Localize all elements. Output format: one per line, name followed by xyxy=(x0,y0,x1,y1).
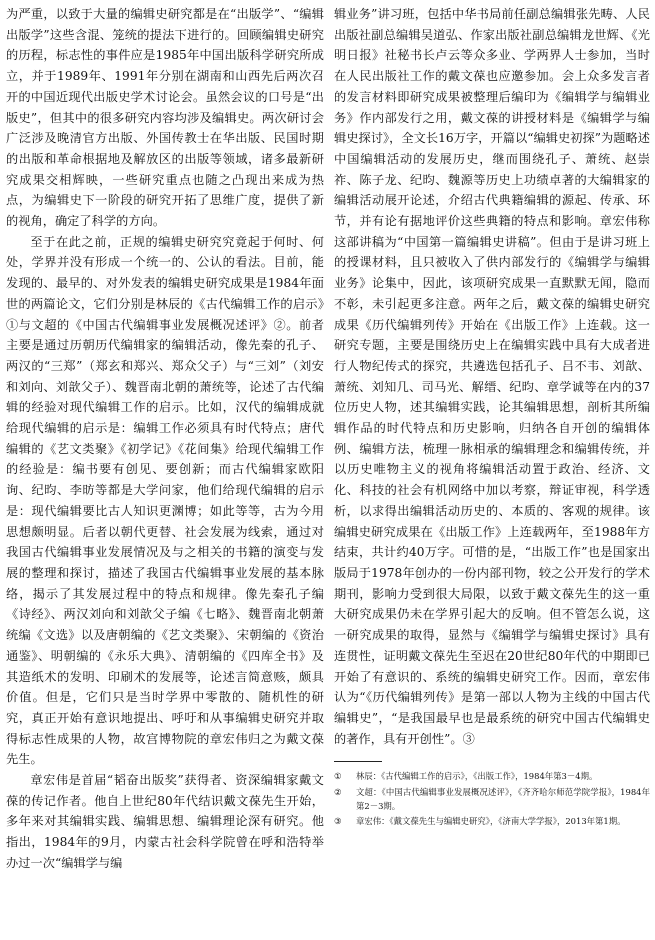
footnote-3 xyxy=(334,815,650,829)
footnote-marker: ③ xyxy=(334,816,342,827)
right-column xyxy=(334,4,650,831)
footnote-text: 文超：《中国古代编辑事业发展概况述评》，《齐齐哈尔师范学院学报》，1984年第2－3期。 xyxy=(356,786,650,811)
left-paragraph-1: 为严重，以致于大量的编辑史研究都是在“出版学”、“编辑出版学”这些含混、笼统的提法下进行的。回顾编辑史研究的历程，标志性的事件应是1985年中国出版科学研究所成立，并于1989年、1991年分别在湖南和山西先后两次召开的中国近现代出版史学术讨论会。虽然会议的口号是“出版史”，但其中的很多研究内容均涉及编辑史。两次研讨会广泛涉及晚清官方出版、外国传教士在华出版、民国时期的出版和革命根据地及解放区的出版等领域，诸多最新研究成果交相辉映，一些研究重点也随之凸现出来成为热点，为编辑史下一阶段的研究开拓了思维广度，提供了新的视角，确定了科学的方向。 xyxy=(6,7,324,229)
footnote-divider xyxy=(334,761,382,762)
footnote-text: 章宏伟：《戴文葆先生与编辑史研究》，《济南大学学报》，2013年第1期。 xyxy=(356,816,626,827)
footnote-2 xyxy=(334,786,650,813)
right-paragraph-1: 辑业务”讲习班，包括中华书局前任副总编辑张先畴、人民出版社副总编辑吴道弘、作家出版社副总编辑龙世辉、《光明日报》社秘书长卢云等众多业、学两界人士参加，当时在人民出版社工作的戴文葆也应邀参加。会上众多发言者的发言材料即研究成果被整理后编印为《编辑学与编辑业务》作内部发行之用，戴文葆的讲授材料是《编辑学与编辑史探讨》，全文长16万字，开篇以“编辑史初探”为题略述中国编辑活动的发展历史，继而围绕孔子、萧统、赵崇祚、陈子龙、纪昀、魏源等历史上功绩卓著的大编辑家的编辑活动展开论述，介绍古代典籍编辑的源起、传承、环节，并有论有据地评价这些典籍的特点和影响。章宏伟称这部讲稿为“中国第一篇编辑史讲稿”。但由于是讲习班上的授课材料，且只被收入了供内部发行的《编辑学与编辑业务》论集中，因此，该项研究成果一直默默无闻，隐而不彰，未引起更多注意。两年之后，戴文葆的编辑史研究成果《历代编辑列传》开始在《出版工作》上连载。这一研究专题，主要是围绕历史上在编辑实践中具有大成者进行人物纪传式的探究，共遴选包括孔子、吕不韦、刘歆、萧统、刘知几、司马光、解缙、纪昀、章学诚等在内的37位历史人物，述其编辑实践，论其编辑思想，剖析其所编辑作品的时代特点和历史影响，归纳各自开创的编辑体例、编辑方法，梳理一脉相承的编辑理念和编辑传统，并以历史唯物主义的视角将编辑活动置于政治、经济、文化、科技的社会有机网络中加以考察，辩证审视，科学透析，以求得出编辑活动历史的、本质的、客观的规律。该编辑史研究成果在《出版工作》上连载两年，至1988年方结束，共计约40万字。可惜的是，“出版工作”也是国家出版局于1978年创办的一份内部刊物，较之公开发行的学术期刊，影响力受到很大局限，以致于戴文葆先生的这一重大研究成果仍未在学界引起大的反响。但不管怎么说，这一研究成果的取得，显然与《编辑学与编辑史探讨》具有连贯性，证明戴文葆先生至迟在20世纪80年代的中期即已开始了有意识的、系统的编辑史研究工作。因而，章宏伟认为“《历代编辑列传》是第一部以人物为主线的中国古代编辑史”，“是我国最早也是最系统的研究中国古代编辑史的著作，具有开创性”。③ xyxy=(334,7,650,746)
footnote-text: 林辰：《古代编辑工作的启示》，《出版工作》，1984年第3－4期。 xyxy=(356,771,598,782)
footnote-1 xyxy=(334,770,650,784)
footnote-marker: ② xyxy=(334,786,342,797)
left-paragraph-2: 至于在此之前，正规的编辑史研究究竟起于何时、何处，学界并没有形成一个统一的、公认的看法。目前，能发现的、最早的、对外发表的编辑史研究成果是1984年面世的两篇论文，它们分别是林辰的《古代编辑工作的启示》①与文超的《中国古代编辑事业发展概况述评》②。前者主要是通过历朝历代编辑家的编辑活动，像先秦的孔子、两汉的“三郑”（郑玄和郑兴、郑众父子）与“三刘”（刘安和刘向、刘歆父子）、魏晋南北朝的萧统等，论述了古代编辑的经验对现代编辑工作的启示。比如，汉代的编辑成就给现代编辑的启示是：编辑工作必须具有时代特点；唐代编辑的《艺文类聚》《初学记》《花间集》给现代编辑工作的经验是：编书要有创见、要创新；而古代编辑家欧阳询、纪昀、李昉等都是大学问家，他们给现代编辑的启示是：现代编辑要比古人知识更渊博；如此等等，古为今用思想颇明显。后者以朝代更替、社会发展为线索，通过对我国古代编辑事业发展情况及与之相关的书籍的演变与发展的整理和探讨，描述了我国古代编辑事业发展的基本脉络，揭示了其发展过程中的特点和规律。像先秦孔子编《诗经》、两汉刘向和刘歆父子编《七略》、魏晋南北朝萧统编《文选》以及唐朝编的《艺文类聚》、宋朝编的《资治通鉴》、明朝编的《永乐大典》、清朝编的《四库全书》及其造纸术的发明、印刷术的发展等，论述言简意赅，颇具价值。但是，它们只是当时学界中零散的、随机性的研究，真正开始有意识地提出、呼吁和从事编辑史研究并取得标志性成果的人物，故宫博物院的章宏伟归之为戴文葆先生。 xyxy=(6,234,324,767)
left-paragraph-3: 章宏伟是首届“韬奋出版奖”获得者、资深编辑家戴文葆的传记作者。他自上世纪80年代结识戴文葆先生开始，多年来对其编辑实践、编辑思想、编辑理论深有研究。他指出，1984年的9月，内蒙古社会科学院曾在呼和浩特举办过一次“编辑学与编 xyxy=(6,773,324,870)
footnote-marker: ① xyxy=(334,771,342,782)
footnotes-list xyxy=(334,770,650,828)
left-column xyxy=(6,4,324,874)
